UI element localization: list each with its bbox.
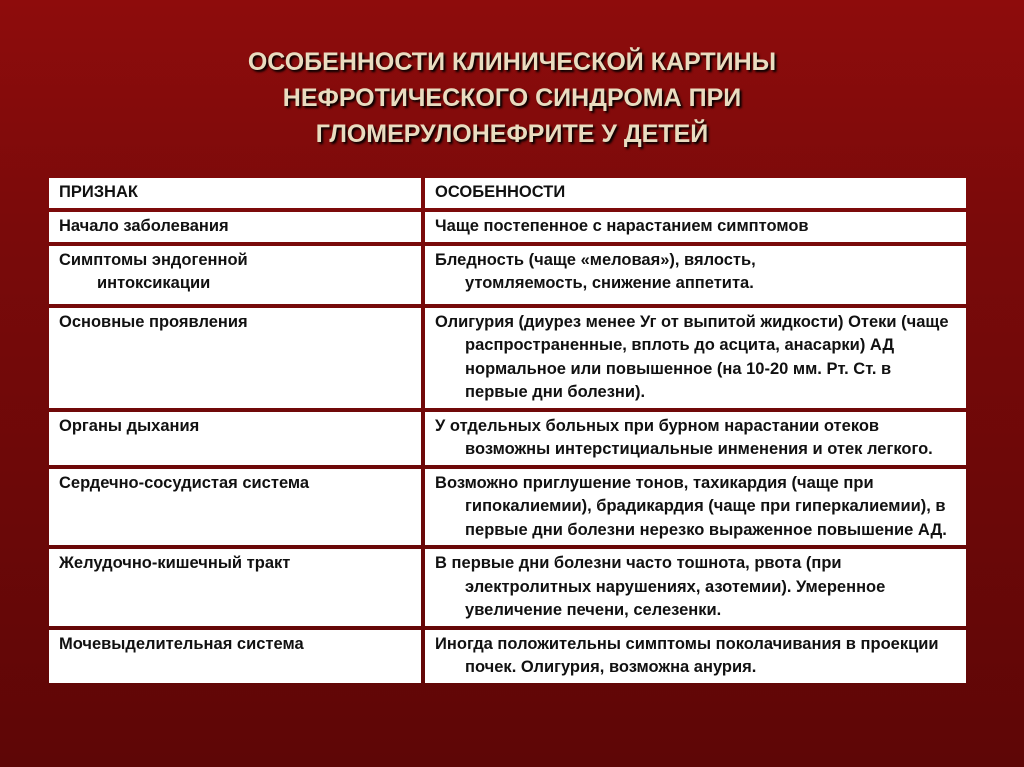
header-features: ОСОБЕННОСТИ (425, 178, 966, 208)
row-sign: Органы дыхания (49, 412, 421, 465)
page-title (0, 44, 1024, 152)
title-line-2: НЕФРОТИЧЕСКОГО СИНДРОМА ПРИ (282, 84, 742, 112)
table-row (49, 469, 966, 546)
row-feature: У отдельных больных при бурном нарастании отеков возможны интерстициальные инменения и отек легкого. (425, 412, 966, 465)
row-sign: Начало заболевания (49, 212, 421, 242)
table-row (49, 412, 966, 465)
title-line-1: ОСОБЕННОСТИ КЛИНИЧЕСКОЙ КАРТИНЫ (247, 48, 777, 76)
row-feature: Бледность (чаще «меловая»), вялость, утомляемость, снижение аппетита. (425, 246, 966, 304)
table-row (49, 212, 966, 242)
row-sign: Сердечно-сосудистая система (49, 469, 421, 546)
row-feature: Олигурия (диурез менее Уг от выпитой жидкости) Отеки (чаще распространенные, вплоть до асцита, анасарки) АД нормальное или повышенное (на 10-20 мм. Рт. Ст. в первые дни болезни). (425, 308, 966, 408)
row-sign: Желудочно-кишечный тракт (49, 549, 421, 626)
row-feature: Чаще постепенное с нарастанием симптомов (425, 212, 966, 242)
title-line-3: ГЛОМЕРУЛОНЕФРИТЕ У ДЕТЕЙ (315, 120, 709, 148)
row-sign: Симптомы эндогенной интоксикации (49, 246, 421, 304)
table-header-row (49, 178, 966, 208)
header-sign: ПРИЗНАК (49, 178, 421, 208)
row-sign: Мочевыделительная система (49, 630, 421, 683)
row-feature: Возможно приглушение тонов, тахикардия (чаще при гипокалиемии), брадикардия (чаще при гиперкалиемии), в первые дни болезни нерезко выраженное повышение АД. (425, 469, 966, 546)
features-table (45, 174, 970, 687)
table-row (49, 549, 966, 626)
table-row (49, 246, 966, 304)
table-row (49, 308, 966, 408)
row-feature: В первые дни болезни часто тошнота, рвота (при электролитных нарушениях, азотемии). Умеренное увеличение печени, селезенки. (425, 549, 966, 626)
row-sign: Основные проявления (49, 308, 421, 408)
row-feature: Иногда положительны симптомы поколачивания в проекции почек. Олигурия, возможна анурия. (425, 630, 966, 683)
table-row (49, 630, 966, 683)
